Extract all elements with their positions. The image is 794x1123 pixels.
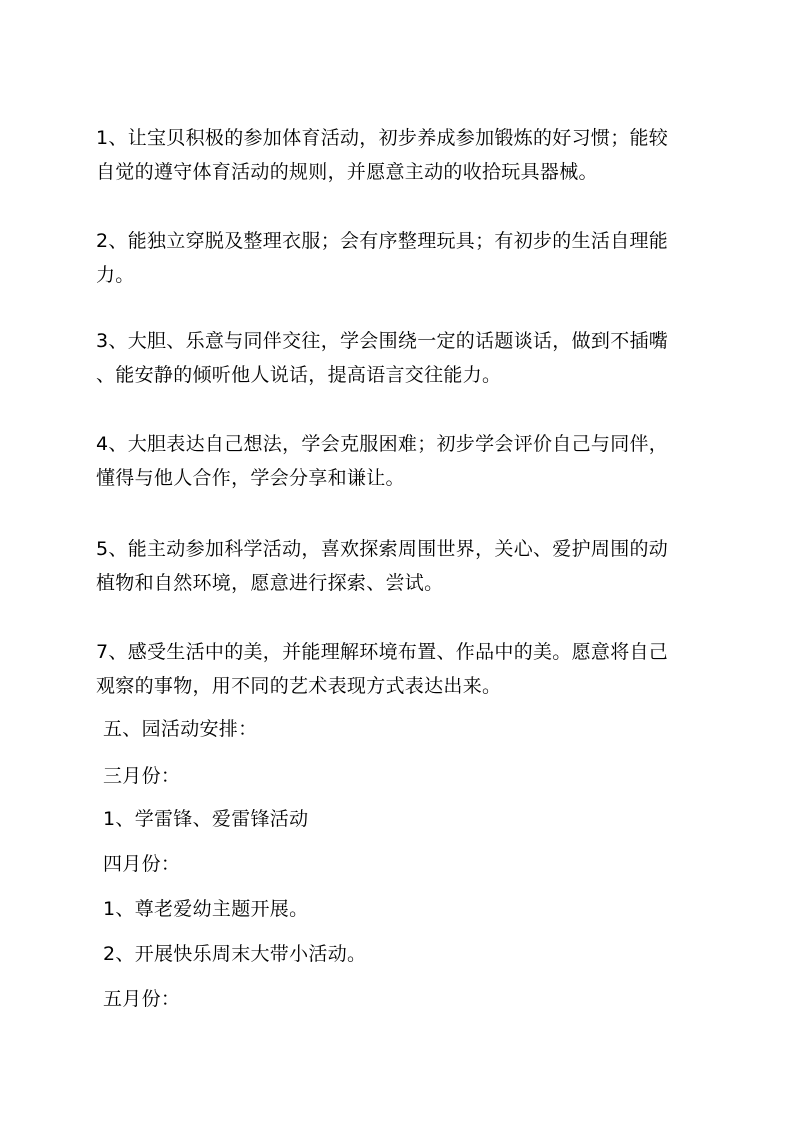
goal-2-line-2: 力。	[96, 264, 135, 286]
goal-5-line-2: 植物和自然环境，愿意进行探索、尝试。	[96, 572, 444, 594]
goal-2-line-1: 2、能独立穿脱及整理衣服；会有序整理玩具；有初步的生活自理能	[96, 230, 669, 252]
month-label-march: 三月份：	[103, 765, 181, 787]
goal-1-line-2: 自觉的遵守体育活动的规则，并愿意主动的收拾玩具器械。	[96, 161, 598, 183]
goal-7-line-1: 7、感受生活中的美，并能理解环境布置、作品中的美。愿意将自己	[96, 641, 669, 663]
goal-paragraph-7	[96, 635, 696, 703]
month-label-may: 五月份：	[103, 988, 181, 1010]
goal-4-line-2: 懂得与他人合作，学会分享和谦让。	[96, 467, 405, 489]
goal-paragraph-3	[96, 324, 696, 392]
goal-3-line-2: 、能安静的倾听他人说话，提高语言交往能力。	[96, 364, 502, 386]
goal-1-line-1: 1、让宝贝积极的参加体育活动，初步养成参加锻炼的好习惯；能较	[96, 127, 669, 149]
goal-4-line-1: 4、大胆表达自己想法，学会克服困难；初步学会评价自己与同伴，	[96, 433, 669, 455]
march-item-1: 1、学雷锋、爱雷锋活动	[103, 808, 309, 830]
section-heading: 五、园活动安排：	[103, 718, 258, 740]
goal-paragraph-4	[96, 427, 696, 495]
april-item-1: 1、尊老爱幼主题开展。	[103, 898, 309, 920]
goal-paragraph-2	[96, 224, 696, 292]
goal-paragraph-1	[96, 121, 696, 189]
goal-5-line-1: 5、能主动参加科学活动，喜欢探索周围世界，关心、爱护周围的动	[96, 538, 669, 560]
goal-paragraph-5	[96, 532, 696, 600]
month-label-april: 四月份：	[103, 853, 181, 875]
april-item-2: 2、开展快乐周末大带小活动。	[103, 943, 367, 965]
goal-3-line-1: 3、大胆、乐意与同伴交往，学会围绕一定的话题谈话，做到不插嘴	[96, 330, 669, 352]
goal-7-line-2: 观察的事物，用不同的艺术表现方式表达出来。	[96, 675, 502, 697]
